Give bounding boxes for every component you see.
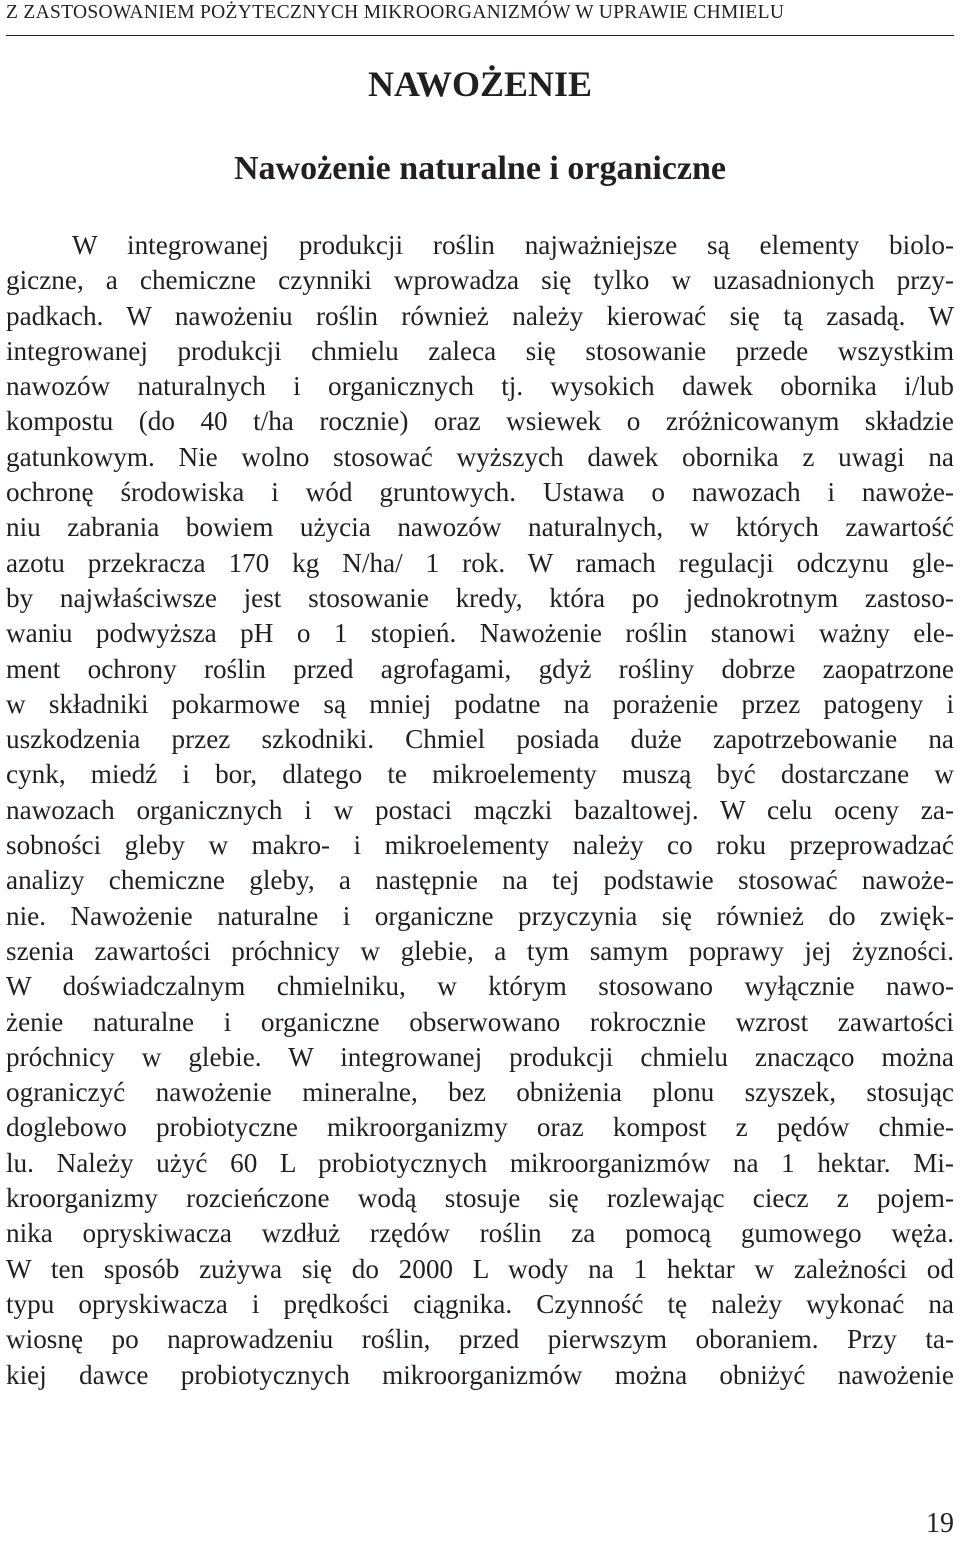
- text-line: ochronę środowiska i wód gruntowych. Ustawa o nawozach i nawoże-: [6, 477, 954, 508]
- text-line: lu. Należy użyć 60 L probiotycznych mikroorganizmów na 1 hektar. Mi-: [6, 1147, 954, 1178]
- text-line: kiej dawce probiotycznych mikroorganizmów można obniżyć nawożenie: [6, 1359, 954, 1390]
- text-line: w składniki pokarmowe są mniej podatne na porażenie przez patogeny i: [6, 688, 954, 719]
- text-line: kroorganizmy rozcieńczone wodą stosuje się rozlewając ciecz z pojem-: [6, 1183, 954, 1214]
- text-line: uszkodzenia przez szkodniki. Chmiel posiada duże zapotrzebowanie na: [6, 724, 954, 755]
- text-line: W ten sposób zużywa się do 2000 L wody na 1 hektar w zależności od: [6, 1253, 954, 1284]
- running-header: Z ZASTOSOWANIEM POŻYTECZNYCH MIKROORGANIZMÓW W UPRAWIE CHMIELU: [6, 0, 954, 36]
- text-line: szenia zawartości próchnicy w glebie, a tym samym poprawy jej żyzności.: [6, 935, 954, 966]
- page-number: 19: [926, 1508, 954, 1539]
- text-line: giczne, a chemiczne czynniki wprowadza się tylko w uzasadnionych przy-: [6, 265, 954, 296]
- text-line: kompostu (do 40 t/ha rocznie) oraz wsiewek o zróżnicowanym składzie: [6, 406, 954, 437]
- text-line: gatunkowym. Nie wolno stosować wyższych dawek obornika z uwagi na: [6, 441, 954, 472]
- text-line: żenie naturalne i organiczne obserwowano rokrocznie wzrost zawartości: [6, 1006, 954, 1037]
- text-line: cynk, miedź i bor, dlatego te mikroelementy muszą być dostarczane w: [6, 759, 954, 790]
- text-line: sobności gleby w makro- i mikroelementy należy co roku przeprowadzać: [6, 830, 954, 861]
- section-title: Nawożenie naturalne i organiczne: [234, 150, 726, 187]
- text-line: W integrowanej produkcji roślin najważniejsze są elementy biolo-: [72, 230, 954, 260]
- text-line: padkach. W nawożeniu roślin również należy kierować się tą zasadą. W: [6, 300, 954, 331]
- text-line: próchnicy w glebie. W integrowanej produkcji chmielu znacząco można: [6, 1041, 954, 1072]
- text-line: integrowanej produkcji chmielu zaleca się stosowanie przede wszystkim: [6, 335, 954, 366]
- text-line: waniu podwyższa pH o 1 stopień. Nawożenie roślin stanowi ważny ele-: [6, 618, 954, 649]
- text-line: ograniczyć nawożenie mineralne, bez obniżenia plonu szyszek, stosując: [6, 1077, 954, 1108]
- text-line: niu zabrania bowiem użycia nawozów naturalnych, w których zawartość: [6, 512, 954, 543]
- text-line: nawozach organicznych i w postaci mączki bazaltowej. W celu oceny za-: [6, 794, 954, 825]
- text-line: doglebowo probiotyczne mikroorganizmy oraz kompost z pędów chmie-: [6, 1112, 954, 1143]
- text-line: nika opryskiwacza wzdłuż rzędów roślin za pomocą gumowego węża.: [6, 1218, 954, 1249]
- text-line: wiosnę po naprowadzeniu roślin, przed pierwszym oboraniem. Przy ta-: [6, 1324, 954, 1355]
- chapter-title: NAWOŻENIE: [367, 64, 593, 104]
- body-paragraph: [6, 228, 954, 1393]
- text-line: azotu przekracza 170 kg N/ha/ 1 rok. W ramach regulacji odczynu gle-: [6, 547, 954, 578]
- text-line: W doświadczalnym chmielniku, w którym stosowano wyłącznie nawo-: [6, 971, 954, 1002]
- text-line: nie. Nawożenie naturalne i organiczne przyczynia się również do zwięk-: [6, 900, 954, 931]
- text-line: nawozów naturalnych i organicznych tj. wysokich dawek obornika i/lub: [6, 371, 954, 402]
- text-line: analizy chemiczne gleby, a następnie na tej podstawie stosować nawoże-: [6, 865, 954, 896]
- text-line: typu opryskiwacza i prędkości ciągnika. Czynność tę należy wykonać na: [6, 1288, 954, 1319]
- text-line: ment ochrony roślin przed agrofagami, gdyż rośliny dobrze zaopatrzone: [6, 653, 954, 684]
- text-line: by najwłaściwsze jest stosowanie kredy, która po jednokrotnym zastoso-: [6, 582, 954, 613]
